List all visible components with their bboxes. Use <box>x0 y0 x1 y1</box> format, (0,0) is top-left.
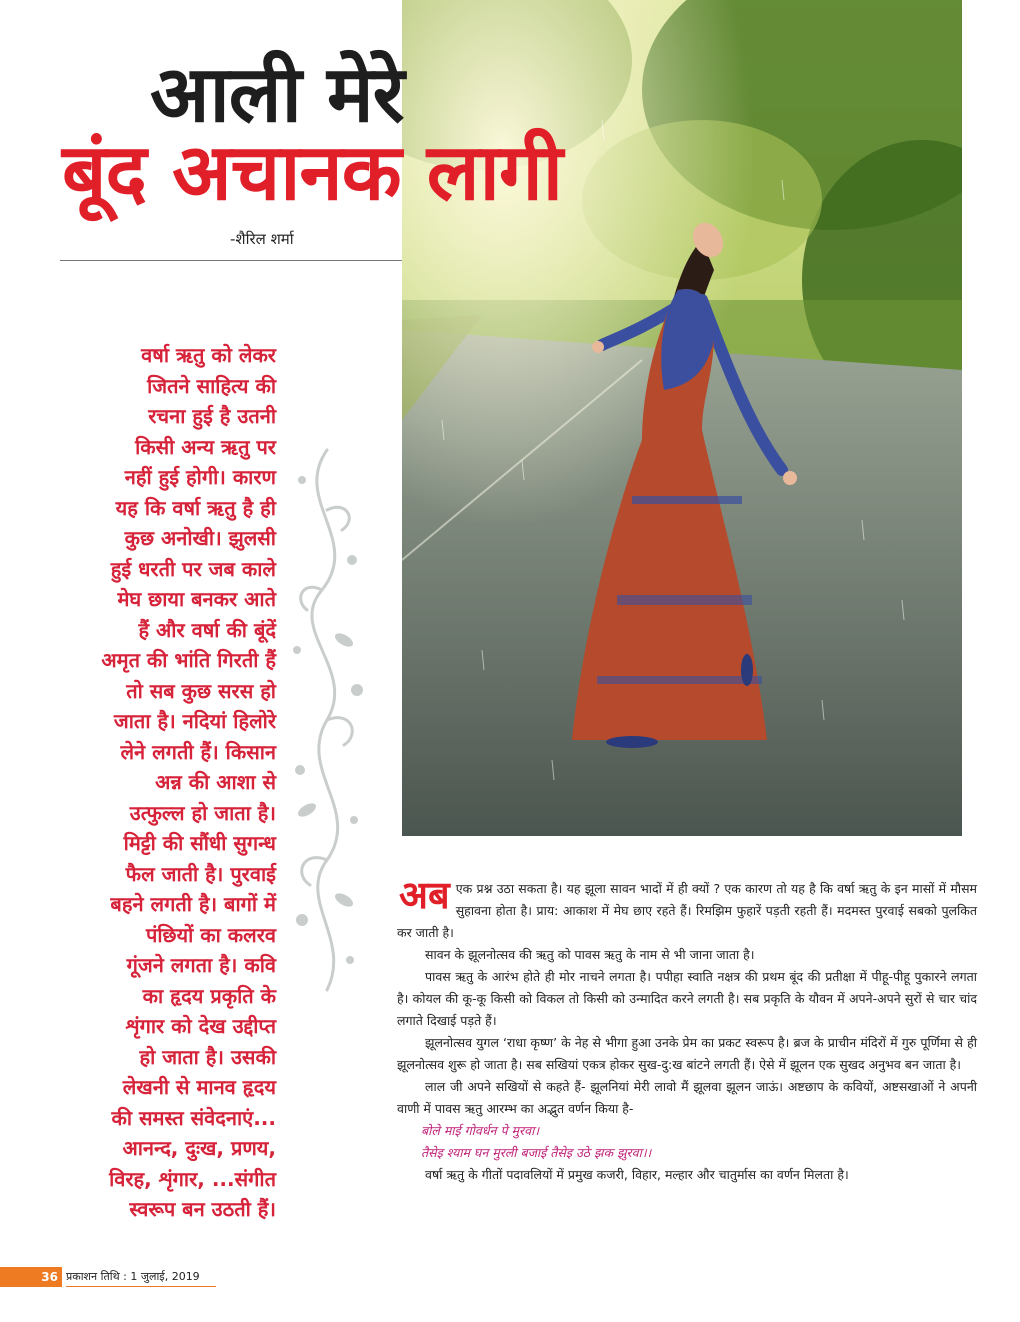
pull-quote-line: कुछ अनोखी। झुलसी <box>124 526 276 550</box>
pull-quote-line: वर्षा ऋतु को लेकर <box>141 343 276 367</box>
article-body <box>397 873 977 1186</box>
pull-quote-line: रचना हुई है उतनी <box>148 404 276 428</box>
pull-quote-line: किसी अन्य ऋतु पर <box>135 434 276 459</box>
pull-quote-line: शृंगार को देख उद्दीप्त <box>125 1014 276 1038</box>
pull-quote <box>30 340 276 1225</box>
verse-line-1: बोले माई गोवर्धन पे मुरवा। <box>421 1123 540 1138</box>
pull-quote-line: हुई धरती पर जब काले <box>110 556 276 581</box>
pull-quote-line: मेघ छाया बनकर आते <box>117 587 276 611</box>
paragraph-1-text: एक प्रश्न उठा सकता है। यह झूला सावन भादों में ही क्यों ? एक कारण तो यह है कि वर्षा ऋतु के इन मासों में मौसम सुहावना होता है। प्राय: आकाश में मेघ छाए रहते हैं। रिमझिम फुहारें पड़ती रहती हैं। मदमस्त पुरवाई सबको पुलकित कर जाती है। <box>397 881 977 940</box>
pull-quote-line: अन्न की आशा से <box>155 770 276 794</box>
paragraph-1 <box>397 873 977 944</box>
footer-rule <box>66 1286 216 1287</box>
title-line-2: बूंद अचानक लागी <box>62 128 562 218</box>
pull-quote-line: तो सब कुछ सरस हो <box>126 678 276 703</box>
pull-quote-line: की समस्त संवेदनाएं... <box>111 1105 276 1130</box>
pull-quote-line: पंछियों का कलरव <box>145 922 276 947</box>
pull-quote-line: हो जाता है। उसकी <box>139 1044 276 1069</box>
pull-quote-line: विरह, शृंगार, ...संगीत <box>109 1166 276 1191</box>
pull-quote-line: फैल जाती है। पुरवाई <box>125 861 276 886</box>
pull-quote-line: जितने साहित्य की <box>147 373 276 398</box>
pull-quote-line: का हृदय प्रकृति के <box>142 983 276 1008</box>
paragraph-4: झूलनोत्सव युगल ‘राधा कृष्ण’ के नेह से भीगा हुआ उनके प्रेम का प्रकट स्वरूप है। ब्रज के प्राचीन मंदिरों में गुरु पूर्णिमा से ही झूलनोत्सव शुरू हो जाता है। सब सखियां एकत्र होकर सुख-दु:ख बांटने लगती हैं। ऐसे में झूलन एक सुखद अनुभव बन जाता है। <box>397 1035 977 1072</box>
pull-quote-line: लेने लगती हैं। किसान <box>120 739 276 764</box>
pull-quote-line: आनन्द, दुःख, प्रणय, <box>122 1136 276 1160</box>
paragraph-5: लाल जी अपने सखियों से कहते हैं- झूलनियां मेरी लावो मैं झूलवा झूलन जाऊं। अष्टछाप के कवियों, अष्टसखाओं ने अपनी वाणी में पावस ऋतु आरम्भ का अद्भुत वर्णन किया है- <box>397 1079 977 1116</box>
author-byline: -शैरिल शर्मा <box>230 230 294 248</box>
pull-quote-line: जाता है। नदियां हिलोरे <box>113 709 276 733</box>
title-line-1: आली मेरे <box>150 50 404 140</box>
verse-line-2: तैसेइ श्याम घन मुरली बजाई तैसेइ उठे झक झुरवा।। <box>421 1145 652 1160</box>
pull-quote-line: नहीं हुई होगी। कारण <box>124 465 276 489</box>
pull-quote-line: उत्फुल्ल हो जाता है। <box>129 800 276 825</box>
page-footer <box>0 1267 220 1287</box>
pull-quote-line: स्वरूप बन उठती हैं। <box>129 1197 276 1221</box>
pull-quote-line: अमृत की भांति गिरती हैं <box>101 648 276 672</box>
page-number: 36 <box>0 1267 62 1287</box>
pull-quote-line: लेखनी से मानव हृदय <box>122 1075 276 1099</box>
publication-date: प्रकाशन तिथि : 1 जुलाई, 2019 <box>66 1270 200 1283</box>
pull-quote-line: बहने लगती है। बागों में <box>110 892 276 916</box>
pull-quote-line: यह कि वर्षा ऋतु है ही <box>115 495 276 520</box>
paragraph-3: पावस ऋतु के आरंभ होते ही मोर नाचने लगता है। पपीहा स्वाति नक्षत्र की प्रथम बूंद की प्रतीक्षा में पीहू-पीहू पुकारने लगता है। कोयल की कू-कू किसी को विकल तो किसी को उन्मादित करने लगती है। सब प्रकृति के यौवन में अपने-अपने सुरों से चार चांद लगाते दिखाई पड़ते हैं। <box>397 969 977 1028</box>
floral-ornament-icon <box>282 440 372 1000</box>
drop-cap: अब <box>399 873 450 917</box>
hero-photo <box>402 0 962 836</box>
paragraph-2: सावन के झूलनोत्सव की ऋतु को पावस ऋतु के नाम से भी जाना जाता है। <box>425 947 755 962</box>
paragraph-6: वर्षा ऋतु के गीतों पदावलियों में प्रमुख कजरी, विहार, मल्हार और चातुर्मास का वर्णन मिलता है। <box>425 1167 849 1182</box>
title-divider <box>60 260 402 261</box>
pull-quote-line: गूंजने लगता है। कवि <box>126 953 276 977</box>
pull-quote-line: हैं और वर्षा की बूंदें <box>138 617 276 642</box>
pull-quote-line: मिट्टी की सौंधी सुगन्ध <box>123 831 276 855</box>
